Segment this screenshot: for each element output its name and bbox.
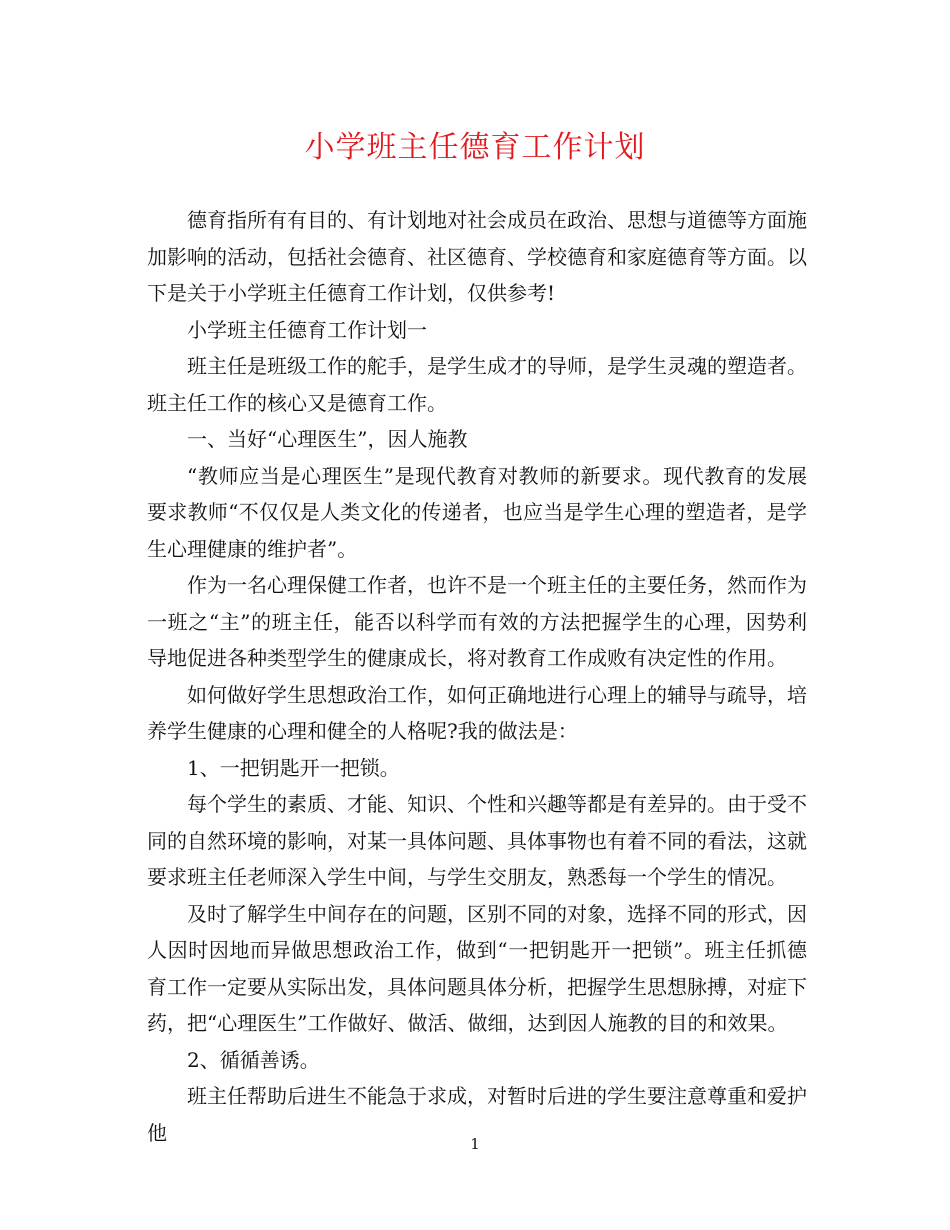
paragraph: 班主任是班级工作的舵手，是学生成才的导师，是学生灵魂的塑造者。班主任工作的核心又是德育工作。: [147, 354, 807, 415]
paragraph: 如何做好学生思想政治工作，如何正确地进行心理上的辅导与疏导，培养学生健康的心理和健全的人格呢?我的做法是：: [147, 682, 807, 743]
paragraph: 作为一名心理保健工作者，也许不是一个班主任的主要任务，然而作为一班之“主”的班主任，能否以科学而有效的方法把握学生的心理，因势利导地促进各种类型学生的健康成长，将对教育工作成败有决定性的作用。: [147, 573, 807, 670]
paragraph: 班主任帮助后进生不能急于求成，对暂时后进的学生要注意尊重和爱护他: [147, 1084, 807, 1145]
document-title: 小学班主任德育工作计划: [304, 130, 646, 165]
subheading-2: 2、循循善诱。: [187, 1047, 320, 1072]
section-heading-1: 一、当好“心理医生”，因人施教: [187, 427, 468, 451]
paragraph-plan-heading: 小学班主任德育工作计划一: [187, 317, 427, 342]
page-number: 1: [470, 1135, 480, 1153]
paragraph: 及时了解学生中间存在的问题，区别不同的对象，选择不同的形式，因人因时因地而异做思想政治工作，做到“一把钥匙开一把锁”。班主任抓德育工作一定要从实际出发，具体问题具体分析，把握学生思想脉搏，对症下药，把“心理医生”工作做好、做活、做细，达到因人施教的目的和效果。: [147, 901, 807, 1035]
subheading-1: 1、一把钥匙开一把锁。: [187, 755, 400, 780]
paragraph-intro: 德育指所有有目的、有计划地对社会成员在政治、思想与道德等方面施加影响的活动，包括社会德育、社区德育、学校德育和家庭德育等方面。以下是关于小学班主任德育工作计划，仅供参考!: [147, 208, 807, 305]
document-body: [147, 202, 807, 1151]
paragraph: “教师应当是心理医生”是现代教育对教师的新要求。现代教育的发展要求教师“不仅仅是人类文化的传递者，也应当是学生心理的塑造者，是学生心理健康的维护者”。: [147, 463, 807, 561]
paragraph: 每个学生的素质、才能、知识、个性和兴趣等都是有差异的。由于受不同的自然环境的影响，对某一具体问题、具体事物也有着不同的看法，这就要求班主任老师深入学生中间，与学生交朋友，熟悉每一个学生的情况。: [147, 792, 807, 889]
